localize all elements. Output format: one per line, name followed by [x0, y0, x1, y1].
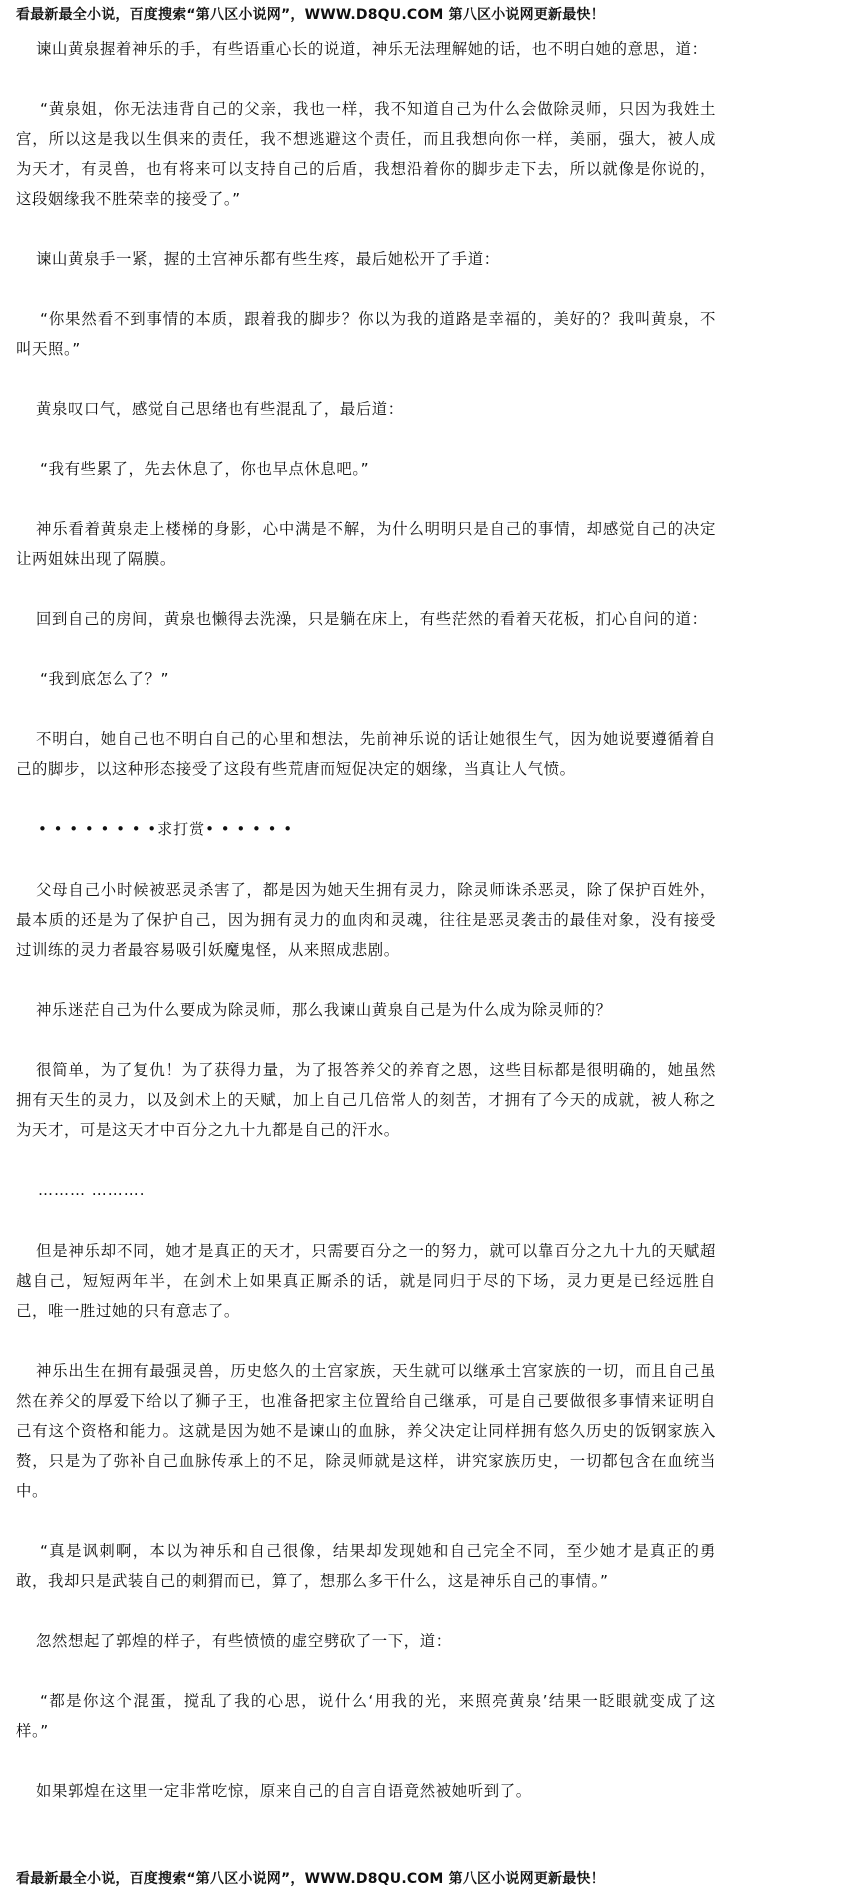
paragraph: 不明白，她自己也不明白自己的心里和想法，先前神乐说的话让她很生气，因为她说要遵循着自己的脚步，以这种形态接受了这段有些荒唐而短促决定的姻缘，当真让人气愤。: [16, 730, 716, 778]
paragraph: 神乐迷茫自己为什么要成为除灵师，那么我谏山黄泉自己是为什么成为除灵师的？: [36, 1001, 612, 1019]
paragraph: 谏山黄泉握着神乐的手，有些语重心长的说道，神乐无法理解她的话，也不明白她的意思，道：: [36, 40, 708, 58]
tip-separator: • • • • • • • •求打赏• • • • • •: [38, 820, 294, 838]
paragraph: 忽然想起了郭煌的样子，有些愤愤的虚空劈砍了一下，道：: [36, 1632, 452, 1650]
paragraph: 如果郭煌在这里一定非常吃惊，原来自己的自言自语竟然被她听到了。: [36, 1782, 532, 1800]
site-banner-bottom: 看最新最全小说，百度搜索“第八区小说网”，WWW.D8QU.COM 第八区小说网更新最快！: [16, 1871, 605, 1887]
ellipsis-separator: ……… ……….: [38, 1181, 146, 1199]
paragraph: “真是讽刺啊，本以为神乐和自己很像，结果却发现她和自己完全不同，至少她才是真正的勇敢，我却只是武装自己的刺猬而已，算了，想那么多干什么，这是神乐自己的事情。”: [16, 1542, 716, 1590]
paragraph: “我有些累了，先去休息了，你也早点休息吧。”: [40, 460, 370, 478]
paragraph: “我到底怎么了？”: [40, 670, 170, 688]
paragraph: 父母自己小时候被恶灵杀害了，都是因为她天生拥有灵力，除灵师诛杀恶灵，除了保护百姓外，最本质的还是为了保护自己，因为拥有灵力的血肉和灵魂，往往是恶灵袭击的最佳对象，没有接受过训练的灵力者最容易吸引妖魔鬼怪，从来照成悲剧。: [16, 881, 716, 959]
paragraph: 回到自己的房间，黄泉也懒得去洗澡，只是躺在床上，有些茫然的看着天花板，扪心自问的道：: [36, 610, 708, 628]
paragraph: 黄泉叹口气，感觉自己思绪也有些混乱了，最后道：: [36, 400, 404, 418]
site-banner-top: 看最新最全小说，百度搜索“第八区小说网”，WWW.D8QU.COM 第八区小说网更新最快！: [16, 7, 605, 23]
paragraph: 谏山黄泉手一紧，握的土宫神乐都有些生疼，最后她松开了手道：: [36, 250, 500, 268]
paragraph: “你果然看不到事情的本质，跟着我的脚步？你以为我的道路是幸福的，美好的？我叫黄泉，不叫天照。”: [16, 310, 716, 358]
paragraph: “黄泉姐，你无法违背自己的父亲，我也一样，我不知道自己为什么会做除灵师，只因为我姓土宫，所以这是我以生俱来的责任，我不想逃避这个责任，而且我想向你一样，美丽，强大，被人成为天才，有灵兽，也有将来可以支持自己的后盾，我想沿着你的脚步走下去，所以就像是你说的，这段姻缘我不胜荣幸的接受了。”: [16, 100, 716, 208]
paragraph: 很简单，为了复仇！为了获得力量，为了报答养父的养育之恩，这些目标都是很明确的，她虽然拥有天生的灵力，以及剑术上的天赋，加上自己几倍常人的刻苦，才拥有了今天的成就，被人称之为天才，可是这天才中百分之九十九都是自己的汗水。: [16, 1061, 716, 1139]
paragraph: 神乐出生在拥有最强灵兽，历史悠久的土宫家族，天生就可以继承土宫家族的一切，而且自己虽然在养父的厚爱下给以了狮子王，也准备把家主位置给自己继承，可是自己要做很多事情来证明自己有这个资格和能力。这就是因为她不是谏山的血脉，养父决定让同样拥有悠久历史的饭钢家族入赘，只是为了弥补自己血脉传承上的不足，除灵师就是这样，讲究家族历史，一切都包含在血统当中。: [16, 1362, 716, 1500]
chapter-text: [16, 34, 716, 1806]
paragraph: 但是神乐却不同，她才是真正的天才，只需要百分之一的努力，就可以靠百分之九十九的天赋超越自己，短短两年半，在剑术上如果真正厮杀的话，就是同归于尽的下场，灵力更是已经远胜自己，唯一胜过她的只有意志了。: [16, 1242, 716, 1320]
paragraph: “都是你这个混蛋，搅乱了我的心思，说什么‘用我的光，来照亮黄泉’结果一眨眼就变成了这样。”: [16, 1692, 716, 1740]
paragraph: 神乐看着黄泉走上楼梯的身影，心中满是不解，为什么明明只是自己的事情，却感觉自己的决定让两姐妹出现了隔膜。: [16, 520, 716, 568]
